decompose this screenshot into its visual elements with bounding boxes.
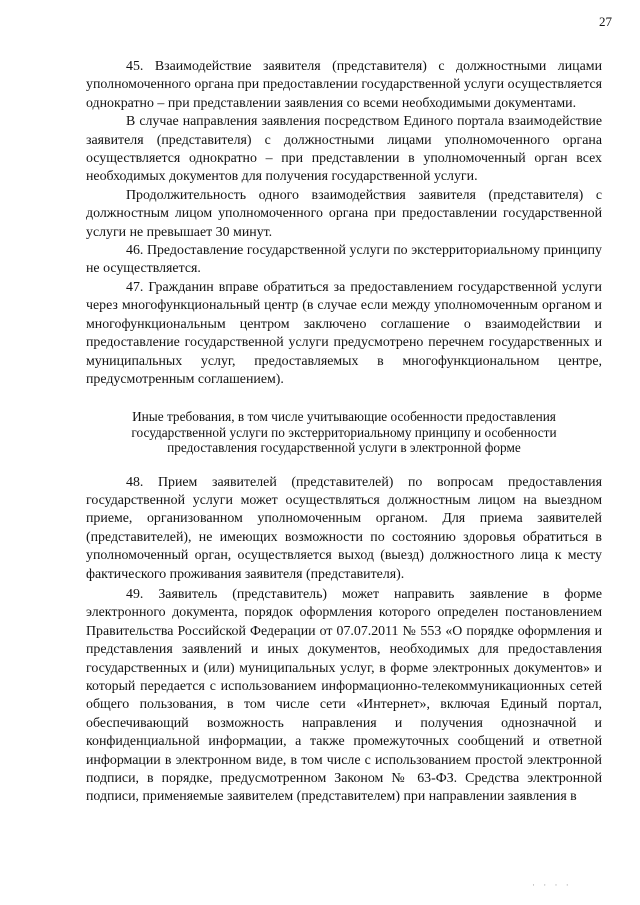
page-number: 27	[599, 14, 612, 29]
paragraph-45: 45. Взаимодействие заявителя (представителя) с должностными лицами уполномоченного органа при предоставлении государственной услуги осуществляется однократно – при представлении заявления со всеми необходимыми документами.	[86, 59, 602, 111]
document-body	[86, 58, 602, 807]
paragraph-48: 48. Прием заявителей (представителей) по вопросам предоставления государственной услуги может осуществляться должностным лицом на выездном приеме, организованном уполномоченным органом. Для приема заявителей (представителей), не имеющих возможности по состоянию здоровья обратиться в уполномоченный орган, осуществляется выход (выезд) должностного лица к месту фактического проживания заявителя (представителя).	[86, 474, 602, 582]
scan-specks: · · · ·	[532, 880, 572, 890]
paragraph-45-duration: Продолжительность одного взаимодействия заявителя (представителя) с должностным лицом уполномоченного органа при предоставлении государственной услуги не превышает 30 минут.	[86, 187, 602, 240]
paragraph-45-portal: В случае направления заявления посредством Единого портала взаимодействие заявителя (представителя) с должностными лицами уполномоченного органа осуществляется однократно – при представлении в уполномоченный орган всех необходимых документов для получения государственной услуги.	[86, 114, 602, 185]
section-heading: Иные требования, в том числе учитывающие особенности предоставления государственной услуги по экстерриториальному принципу и особенности предоставления государственной услуги в электронной форме	[131, 409, 557, 456]
paragraph-49: 49. Заявитель (представитель) может направить заявление в форме электронного документа, порядок оформления которого определен постановлением Правительства Российской Федерации от 07.07.2011 № 553 «О порядке оформления и представления заявлений и иных документов, необходимых для предоставления государственных и (или) муниципальных услуг, в форме электронных документов» и который передается с использованием информационно-телекоммуникационных сетей общего пользования, в том числе сети «Интернет», включая Единый портал, обеспечивающий возможность направления и получения однозначной и конфиденциальной информации, а также промежуточных сообщений и ответной информации в электронном виде, в том числе с использованием простой электронной подписи, в порядке, предусмотренном Законом № 63-ФЗ. Средства электронной подписи, применяемые заявителем (представителем) при направлении заявления в	[86, 586, 602, 805]
paragraph-47: 47. Гражданин вправе обратиться за предоставлением государственной услуги через многофункциональный центр (в случае если между уполномоченным органом и многофункциональным центром заключено соглашение о взаимодействии и предоставление государственной услуги предусмотрено перечнем государственных и муниципальных услуг, предоставляемых в многофункциональном центре, предусмотренным соглашением).	[86, 279, 602, 387]
paragraph-46: 46. Предоставление государственной услуги по экстерриториальному принципу не осуществляется.	[86, 243, 602, 277]
